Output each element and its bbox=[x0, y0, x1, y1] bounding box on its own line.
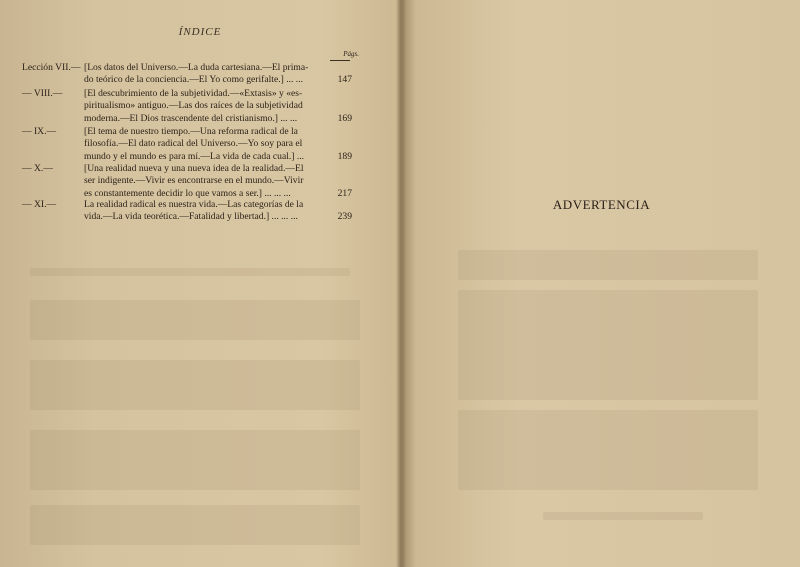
page-column-rule bbox=[330, 60, 350, 61]
show-through-text bbox=[458, 250, 758, 280]
entry-label: Lección VII.— bbox=[22, 62, 81, 73]
entry-label: — IX.— bbox=[22, 126, 57, 137]
show-through-text bbox=[30, 300, 360, 340]
entry-page-number: 239 bbox=[337, 211, 352, 223]
entry-line: es constantemente decidir lo que vamos a ser.] ... ... ... bbox=[84, 187, 291, 199]
entry-line: La realidad radical es nuestra vida.—Las categorías de la bbox=[84, 199, 304, 210]
index-entry bbox=[22, 126, 352, 164]
advertencia-heading: ADVERTENCIA bbox=[552, 197, 651, 212]
entry-label: — XI.— bbox=[22, 199, 57, 210]
index-title: ÍNDICE bbox=[178, 26, 222, 38]
entry-line: moderna.—El Dios trascendente del cristianismo.] ... ... bbox=[84, 112, 298, 124]
page-column-header: Págs. bbox=[343, 50, 359, 58]
entry-line: piritualismo» antiguo.—Las dos raíces de la subjetividad bbox=[84, 100, 303, 112]
show-through-text bbox=[30, 360, 360, 410]
entry-text bbox=[84, 88, 328, 125]
entry-line: filosofía.—El dato radical del Universo.—Yo soy para el bbox=[84, 138, 303, 150]
entry-line: vida.—La vida teorética.—Fatalidad y libertad.] ... ... ... bbox=[84, 211, 298, 223]
entry-line: mundo y el mundo es para mí.—La vida de cada cual.] ... bbox=[84, 150, 305, 162]
show-through-text bbox=[543, 512, 703, 520]
entry-line: [Una realidad nueva y una nueva idea de la realidad.—El bbox=[84, 163, 304, 174]
entry-text bbox=[84, 62, 328, 87]
entry-page-number: 189 bbox=[337, 150, 352, 162]
entry-text bbox=[84, 163, 328, 200]
entry-text bbox=[84, 199, 328, 224]
show-through-text bbox=[30, 268, 350, 276]
index-entry bbox=[22, 88, 352, 126]
index-entry bbox=[22, 199, 352, 225]
entry-line: [El tema de nuestro tiempo.—Una reforma radical de la bbox=[84, 126, 298, 137]
entry-line: [El descubrimiento de la subjetividad.—«Extasis» y «es- bbox=[84, 88, 303, 99]
show-through-text bbox=[458, 290, 758, 400]
entry-text bbox=[84, 126, 328, 163]
show-through-text bbox=[30, 430, 360, 490]
entry-page-number: 217 bbox=[337, 187, 352, 199]
entry-line: [Los datos del Universo.—La duda cartesiana.—El prima- bbox=[84, 62, 309, 73]
entry-label: — X.— bbox=[22, 163, 53, 174]
show-through-text bbox=[30, 505, 360, 545]
entry-page-number: 147 bbox=[337, 74, 352, 86]
right-page bbox=[403, 0, 800, 567]
show-through-text bbox=[458, 410, 758, 490]
entry-line: do teórico de la conciencia.—El Yo como gerifalte.] ... ... bbox=[84, 74, 303, 86]
index-entry bbox=[22, 62, 352, 88]
index-entry bbox=[22, 163, 352, 201]
entry-page-number: 169 bbox=[337, 112, 352, 124]
entry-line: ser indigente.—Vivir es encontrarse en el mundo.—Vivir bbox=[84, 175, 304, 187]
entry-label: — VIII.— bbox=[22, 88, 63, 99]
